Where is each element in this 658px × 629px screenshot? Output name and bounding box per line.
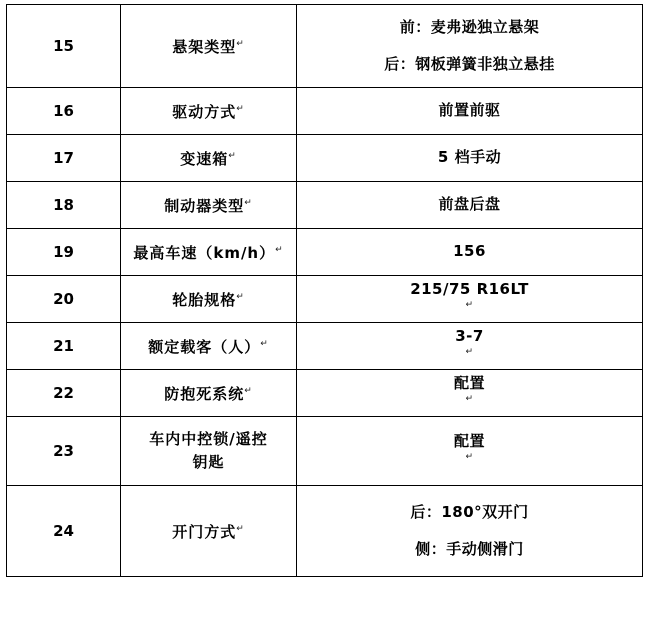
- row-name: [121, 229, 297, 276]
- row-index: 18: [7, 182, 121, 229]
- row-value-line: 侧：手动侧滑门: [415, 540, 524, 558]
- row-name-text: 额定载客（人）: [148, 337, 261, 356]
- table-row: [7, 135, 643, 182]
- row-value: [297, 417, 643, 486]
- annotation-mark: ↵: [236, 291, 245, 302]
- table-row: [7, 370, 643, 417]
- specification-table: [6, 4, 643, 577]
- table-row: [7, 417, 643, 486]
- row-value: [297, 135, 643, 182]
- annotation-mark: ↵: [465, 451, 474, 462]
- row-index: 16: [7, 88, 121, 135]
- annotation-mark: ↵: [465, 393, 474, 404]
- row-name: [121, 486, 297, 577]
- row-name-text: 驱动方式: [172, 102, 237, 121]
- row-value-line: 前盘后盘: [438, 195, 501, 214]
- row-name-text: 悬架类型: [172, 37, 237, 56]
- row-index: 24: [7, 486, 121, 577]
- row-value-line: 156: [453, 242, 486, 261]
- table-row: [7, 229, 643, 276]
- row-name: [121, 323, 297, 370]
- row-value: [297, 276, 643, 323]
- row-name-line: 车内中控锁/遥控: [149, 429, 268, 448]
- row-value-line: 5 档手动: [437, 148, 502, 167]
- row-value: [297, 5, 643, 88]
- row-name: [121, 182, 297, 229]
- row-value: [297, 323, 643, 370]
- row-name-text: 轮胎规格: [172, 290, 237, 309]
- row-name-text: 变速箱: [180, 149, 229, 168]
- row-value-line: 后：180°双开门: [410, 502, 529, 521]
- row-value-line: 配置: [453, 432, 485, 451]
- row-index: 21: [7, 323, 121, 370]
- table-row: [7, 486, 643, 577]
- annotation-mark: ↵: [275, 244, 284, 255]
- row-value: [297, 182, 643, 229]
- annotation-mark: ↵: [236, 523, 245, 534]
- row-value-line: 前：麦弗逊独立悬架: [399, 17, 540, 36]
- document-page: [0, 4, 658, 629]
- row-name: [121, 88, 297, 135]
- row-value-line: 后：钢板弹簧非独立悬挂: [384, 55, 555, 73]
- row-value-line: 3-7: [455, 327, 484, 346]
- row-name: [121, 276, 297, 323]
- row-value: [297, 88, 643, 135]
- annotation-mark: ↵: [244, 385, 253, 396]
- annotation-mark: ↵: [236, 38, 245, 49]
- row-value: [297, 370, 643, 417]
- row-name: [121, 135, 297, 182]
- row-name-text: 制动器类型: [164, 196, 245, 215]
- row-index: 22: [7, 370, 121, 417]
- table-row: [7, 88, 643, 135]
- annotation-mark: ↵: [465, 299, 474, 310]
- table-row: [7, 5, 643, 88]
- annotation-mark: ↵: [260, 338, 269, 349]
- table-row: [7, 182, 643, 229]
- annotation-mark: ↵: [244, 197, 253, 208]
- annotation-mark: ↵: [465, 346, 474, 357]
- row-index: 23: [7, 417, 121, 486]
- table-row: [7, 323, 643, 370]
- row-index: 15: [7, 5, 121, 88]
- row-name: [121, 5, 297, 88]
- row-index: 17: [7, 135, 121, 182]
- row-name: [121, 417, 297, 486]
- row-value: [297, 486, 643, 577]
- row-index: 19: [7, 229, 121, 276]
- row-index: 20: [7, 276, 121, 323]
- row-name-text: 防抱死系统: [164, 384, 245, 403]
- row-value-line: 配置: [453, 374, 485, 393]
- row-value-line: 215/75 R16LT: [410, 280, 529, 299]
- row-value: [297, 229, 643, 276]
- table-row: [7, 276, 643, 323]
- annotation-mark: ↵: [236, 103, 245, 114]
- row-name: [121, 370, 297, 417]
- row-name-text: 最高车速（km/h）: [133, 243, 276, 262]
- row-name-text: 开门方式: [172, 522, 237, 541]
- table-body: [7, 5, 643, 577]
- annotation-mark: ↵: [228, 150, 237, 161]
- row-name-line: 钥匙: [192, 453, 225, 471]
- row-value-line: 前置前驱: [438, 101, 501, 120]
